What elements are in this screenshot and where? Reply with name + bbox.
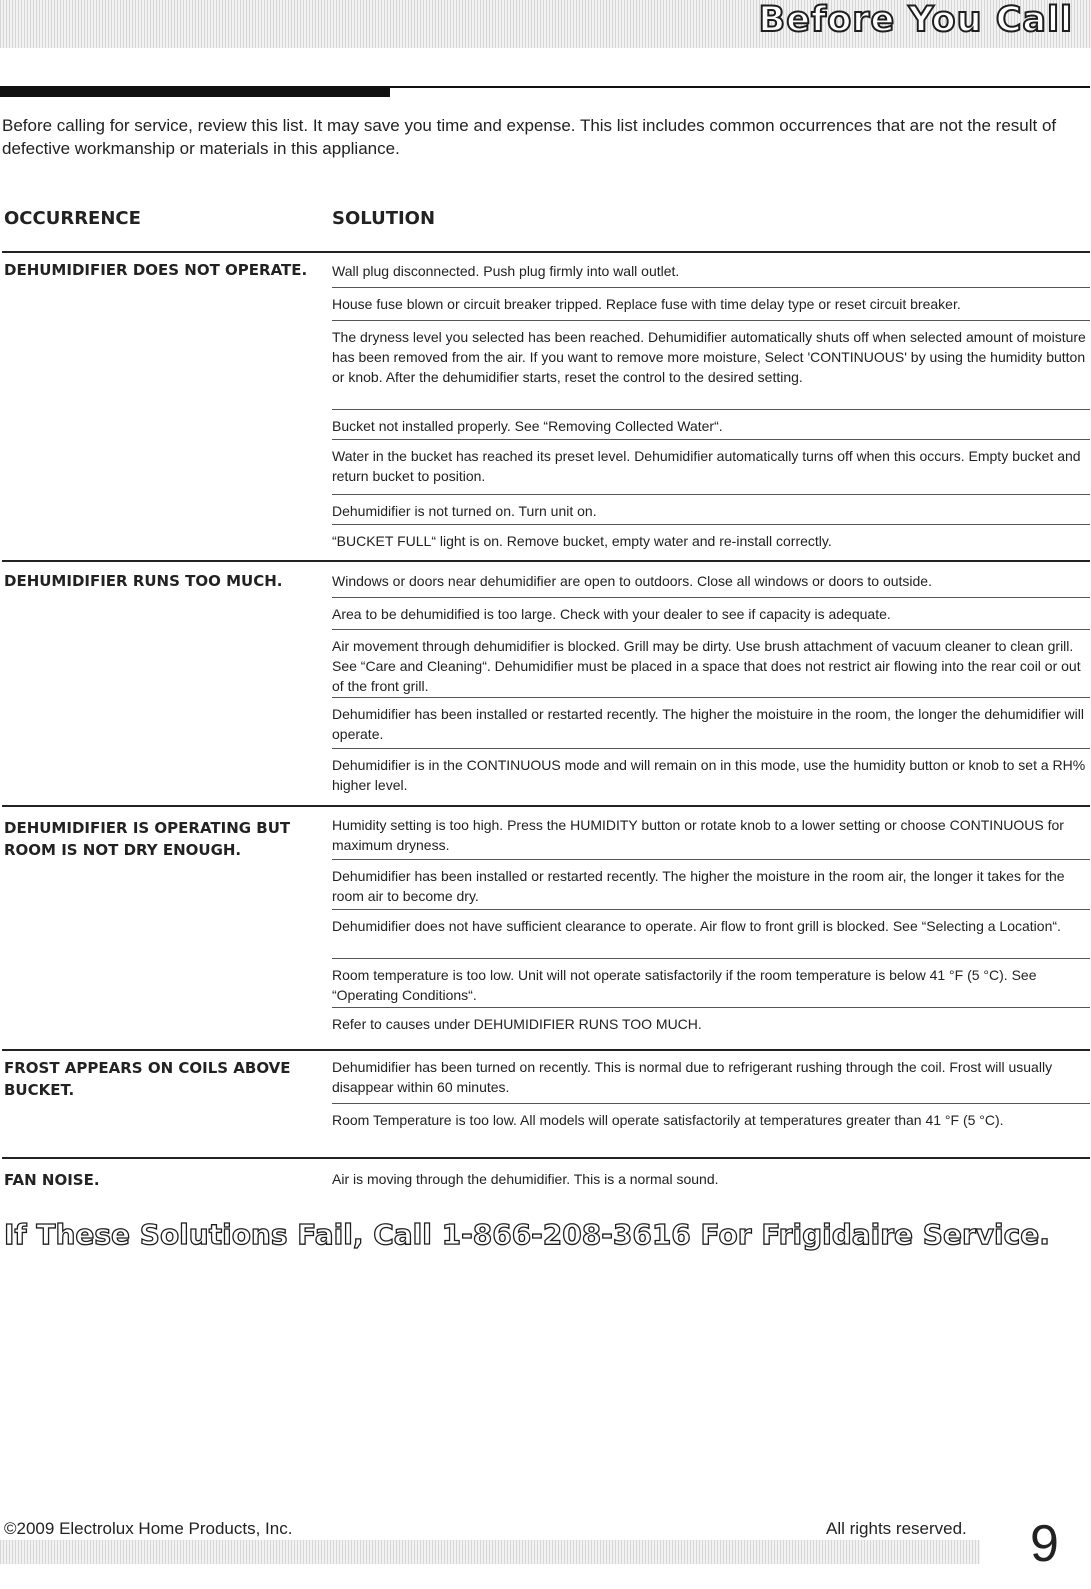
solution-item: Air movement through dehumidifier is blocked. Grill may be dirty. Use brush attachment of vacuum cleaner to clean grill. See “Care and Cleaning“. Dehumidifier must be placed in a space that does not restrict air flowing into the rear coil or out of the front grill.	[332, 629, 1090, 697]
solution-item: Dehumidifier has been installed or restarted recently. The higher the moistuire in the room, the longer the dehumidifier will operate.	[332, 697, 1090, 748]
troubleshooting-section	[2, 1157, 1090, 1199]
solution-item: Area to be dehumidified is too large. Check with your dealer to see if capacity is adequate.	[332, 597, 1090, 629]
solution-item: Room temperature is too low. Unit will not operate satisfactorily if the room temperature is below 41 °F (5 °C). See “Operating Conditions“.	[332, 958, 1090, 1007]
solution-list	[332, 807, 1090, 1049]
solution-item: Dehumidifier has been turned on recently. This is normal due to refrigerant rushing through the coil. Frost will usually disappear within 60 minutes.	[332, 1059, 1053, 1095]
solution-item: Air is moving through the dehumidifier. This is a normal sound.	[332, 1171, 719, 1187]
occurrence-column-header: OCCURRENCE	[4, 208, 141, 229]
occurrence-label: FAN NOISE.	[4, 1171, 100, 1189]
solution-item: “BUCKET FULL“ light is on. Remove bucket, empty water and re-install correctly.	[332, 524, 1090, 560]
occurrence-label: DEHUMIDIFIER RUNS TOO MUCH.	[4, 572, 283, 590]
solution-item: Windows or doors near dehumidifier are open to outdoors. Close all windows or doors to outside.	[332, 573, 932, 589]
solution-item: Dehumidifier has been installed or restarted recently. The higher the moisture in the room air, the longer it takes for the room air to become dry.	[332, 859, 1090, 909]
occurrence-label: FROST APPEARS ON COILS ABOVE BUCKET.	[4, 1059, 291, 1099]
solution-item: Wall plug disconnected. Push plug firmly into wall outlet.	[332, 263, 680, 279]
intro-paragraph: Before calling for service, review this list. It may save you time and expense. This list includes common occurrences that are not the result of defective workmanship or materials in this appliance.	[2, 116, 1057, 158]
page-title: Before You Call	[758, 0, 1073, 40]
troubleshooting-section	[2, 1049, 1090, 1157]
footer-band	[0, 1540, 980, 1564]
solution-item: The dryness level you selected has been reached. Dehumidifier automatically shuts off when selected amount of moisture has been removed from the air. If you want to remove more moisture, Select 'CONTINUOUS' by using the humidity button or knob. After the dehumidifier starts, reset the control to the desired setting.	[332, 320, 1090, 409]
copyright-text: ©2009 Electrolux Home Products, Inc.	[4, 1519, 293, 1538]
solution-list	[332, 562, 1090, 805]
solution-item: Dehumidifier is in the CONTINUOUS mode and will remain on in this mode, use the humidity button or knob to set a RH% higher level.	[332, 748, 1090, 805]
solution-item: Refer to causes under DEHUMIDIFIER RUNS TOO MUCH.	[332, 1007, 1090, 1049]
troubleshooting-section	[2, 560, 1090, 805]
solution-item: Dehumidifier is not turned on. Turn unit on.	[332, 494, 1090, 524]
troubleshooting-section	[2, 805, 1090, 1049]
solution-list	[332, 1051, 1090, 1157]
solution-column-header: SOLUTION	[332, 208, 436, 229]
page-number: 9	[1030, 1515, 1059, 1573]
troubleshooting-section	[2, 251, 1090, 560]
service-callout: If These Solutions Fail, Call 1-866-208-3616 For Frigidaire Service.	[4, 1218, 1050, 1251]
solution-list	[332, 1159, 1090, 1199]
occurrence-label: DEHUMIDIFIER DOES NOT OPERATE.	[4, 261, 308, 279]
troubleshooting-table	[2, 251, 1090, 1199]
solution-list	[332, 253, 1090, 560]
solution-item: House fuse blown or circuit breaker tripped. Replace fuse with time delay type or reset circuit breaker.	[332, 287, 1090, 320]
solution-item: Dehumidifier does not have sufficient clearance to operate. Air flow to front grill is blocked. See “Selecting a Location“.	[332, 909, 1090, 958]
occurrence-label: DEHUMIDIFIER IS OPERATING BUT ROOM IS NOT DRY ENOUGH.	[4, 819, 291, 859]
solution-item: Room Temperature is too low. All models will operate satisfactorily at temperatures greater than 41 °F (5 °C).	[332, 1103, 1090, 1157]
title-rule-thin	[390, 86, 1090, 88]
solution-item: Humidity setting is too high. Press the HUMIDITY button or rotate knob to a lower setting or choose CONTINUOUS for maximum dryness.	[332, 817, 1064, 853]
title-rule-thick	[0, 86, 390, 97]
rights-text: All rights reserved.	[826, 1519, 967, 1538]
solution-item: Water in the bucket has reached its preset level. Dehumidifier automatically turns off when this occurs. Empty bucket and return bucket to position.	[332, 439, 1090, 494]
solution-item: Bucket not installed properly. See “Removing Collected Water“.	[332, 409, 1090, 439]
